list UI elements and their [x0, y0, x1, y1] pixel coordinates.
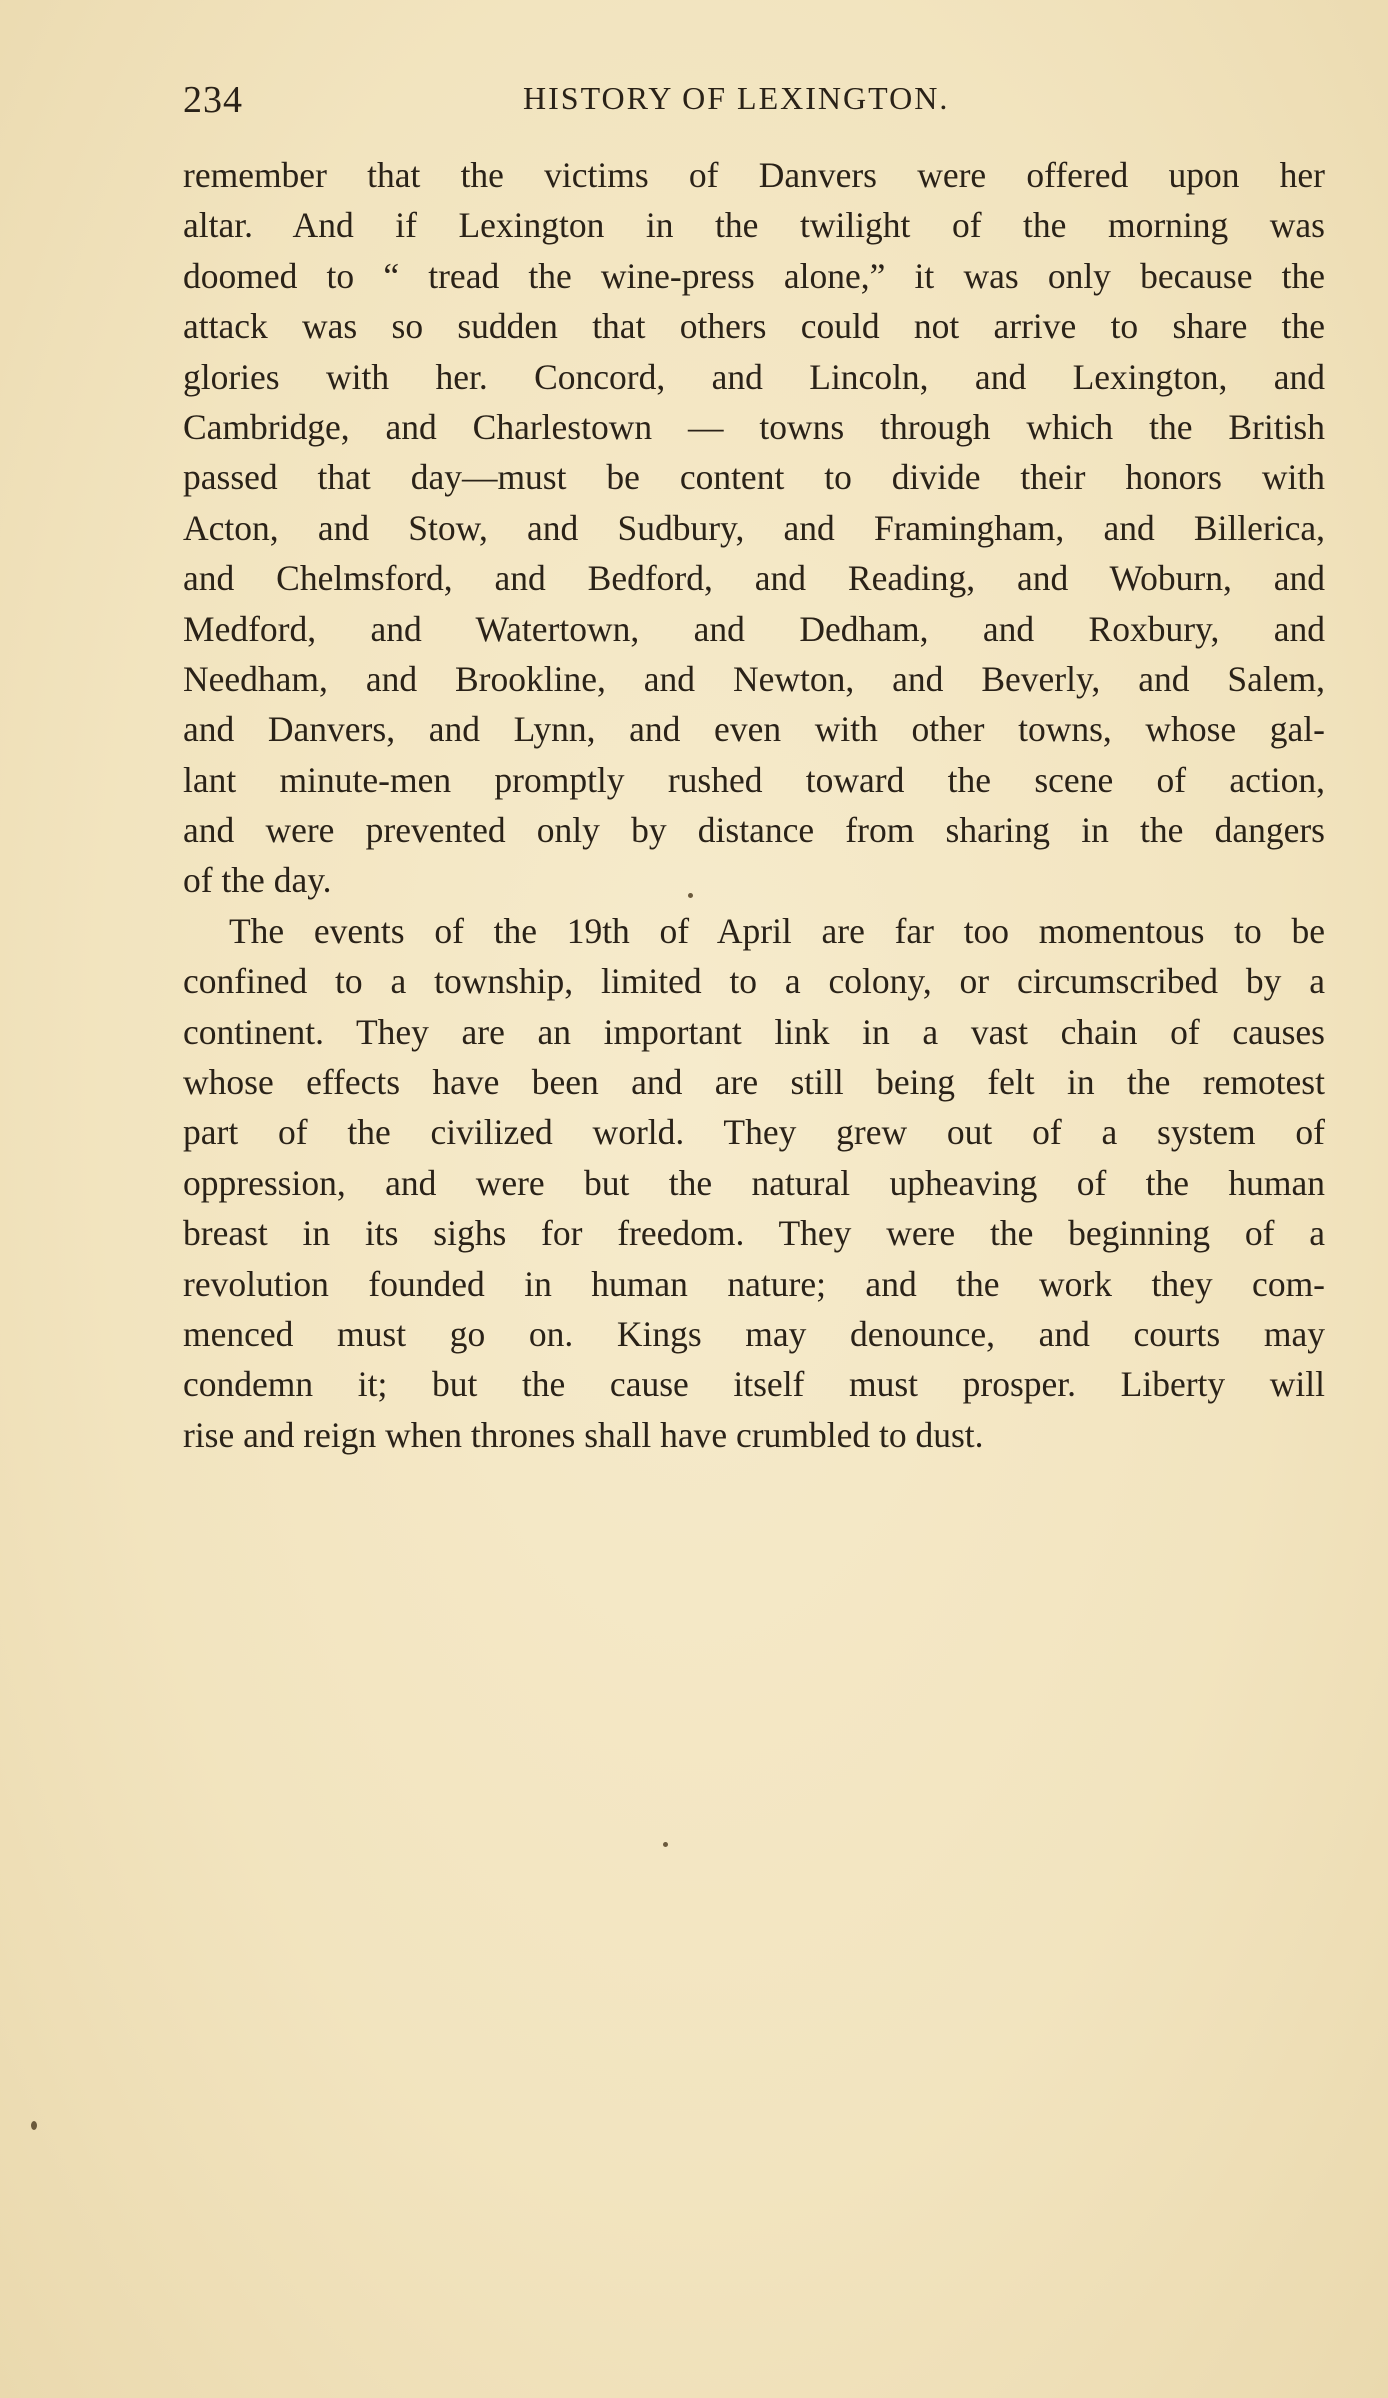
running-head — [183, 78, 1325, 132]
text-line: breast in its sighs for freedom. They were the beginning of a — [183, 1213, 1325, 1254]
text-line: and Chelmsford, and Bedford, and Reading, and Woburn, and — [183, 558, 1325, 599]
text-line: altar. And if Lexington in the twilight of the morning was — [183, 205, 1325, 246]
text-line: revolution founded in human nature; and the work they com- — [183, 1263, 1325, 1304]
text-line: remember that the victims of Danvers were offered upon her — [183, 155, 1325, 195]
text-line: glories with her. Concord, and Lincoln, and Lexington, and — [183, 356, 1325, 397]
text-line: attack was so sudden that others could not arrive to share the — [183, 306, 1325, 347]
paper-speck — [663, 1842, 668, 1847]
paragraph-2 — [183, 906, 1325, 1460]
text-line: and were prevented only by distance from sharing in the dangers — [183, 810, 1325, 851]
body-text — [183, 150, 1325, 1460]
text-line: of the day. — [183, 860, 332, 901]
text-line: continent. They are an important link in a vast chain of causes — [183, 1011, 1325, 1052]
text-line: Acton, and Stow, and Sudbury, and Framingham, and Billerica, — [183, 507, 1325, 548]
text-line: and Danvers, and Lynn, and even with other towns, whose gal- — [183, 709, 1325, 750]
paragraph-1 — [183, 150, 1325, 906]
running-title: HISTORY OF LEXINGTON. — [523, 80, 950, 116]
text-line: whose effects have been and are still being felt in the remotest — [183, 1062, 1325, 1103]
page-number: 234 — [183, 79, 243, 121]
text-line: Medford, and Watertown, and Dedham, and Roxbury, and — [183, 608, 1325, 649]
text-line: Cambridge, and Charlestown — towns through which the British — [183, 406, 1325, 447]
text-line: passed that day—must be content to divide their honors with — [183, 457, 1325, 498]
text-line: The events of the 19th of April are far too momentous to be — [229, 910, 1325, 951]
text-line: oppression, and were but the natural upheaving of the human — [183, 1162, 1325, 1203]
text-line: menced must go on. Kings may denounce, and courts may — [183, 1313, 1325, 1354]
text-line: lant minute-men promptly rushed toward the scene of action, — [183, 759, 1325, 800]
text-line: Needham, and Brookline, and Newton, and Beverly, and Salem, — [183, 658, 1325, 699]
paper-speck — [688, 893, 693, 898]
text-line: doomed to “ tread the wine-press alone,” it was only because the — [183, 255, 1325, 296]
text-line: condemn it; but the cause itself must prosper. Liberty will — [183, 1364, 1325, 1405]
text-line: part of the civilized world. They grew out of a system of — [183, 1112, 1325, 1153]
paper-speck — [31, 2121, 37, 2130]
text-line: rise and reign when thrones shall have crumbled to dust. — [183, 1414, 984, 1455]
text-line: confined to a township, limited to a colony, or circumscribed by a — [183, 961, 1325, 1002]
